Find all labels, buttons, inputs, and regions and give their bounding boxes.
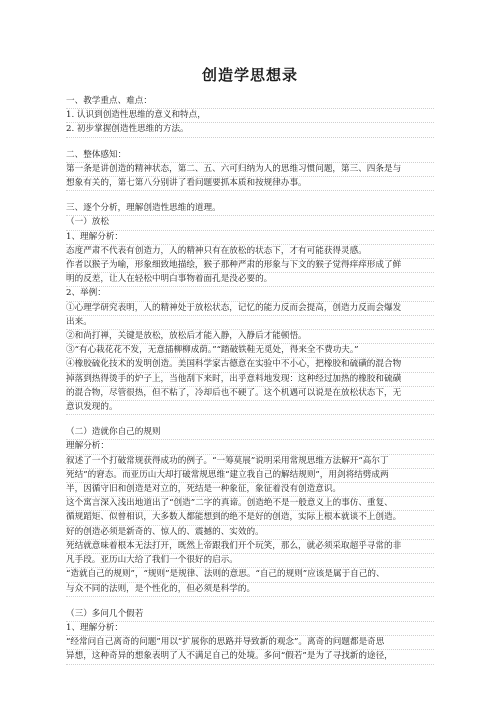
text-line: 明的反差，让人在轻松中明白事物着面孔是没必要的。 [66, 273, 434, 287]
text-line: 掉落到热得烫手的炉子上，当他刮下来时，出乎意料地发现：这种经过加热的橡胶和硫磺 [66, 373, 434, 387]
text-line: （三）多问几个假若 [66, 608, 434, 622]
text-line: 二、整体感知： [66, 149, 434, 163]
paragraph-spacer [66, 415, 434, 426]
text-line: 想象有关的，第七第八分别讲了看问题要抓本质和按规律办事。 [66, 177, 434, 191]
text-line: ③“有心栽花花不发，无意插柳柳成荫。”“踏破铁鞋无觅处，得来全不费功夫。” [66, 344, 434, 358]
text-line: 的混合物，尽管很热，但不粘了，冷却后也不硬了。这个机遇可以说是在放松状态下，无 [66, 387, 434, 401]
text-line: 1、理解分析： [66, 622, 434, 636]
document-body [66, 95, 434, 665]
text-line: 循规蹈矩、似曾相识，大多数人都能想到的绝不是好的创造，实际上根本就谈不上创造。 [66, 511, 434, 525]
text-line: 死结就意味着根本无法打开，既然上帝跟我们开个玩笑，那么，就必须采取超乎寻常的非 [66, 540, 434, 554]
text-line: 一、教学重点、难点： [66, 95, 434, 109]
text-line: 这个寓言深入浅出地道出了“创造”二字的真谛。创造绝不是一般意义上的事仿、重复、 [66, 497, 434, 511]
page-title: 创造学思想录 [201, 66, 298, 84]
text-line: 2. 初步掌握创造性思维的方法。 [66, 123, 434, 137]
text-line: ④橡胶硫化技术的发明创造。美国科学家古德意在实验中不小心，把橡胶和硫磺的混合物 [66, 358, 434, 372]
text-line: 2、举例： [66, 287, 434, 301]
text-line: 意识发现的。 [66, 401, 434, 415]
paragraph-spacer [66, 138, 434, 149]
text-line: 出来。 [66, 316, 434, 330]
text-line: “造就自己的规则”，“规则”是规律、法则的意思。“自己的规则”应该是属于自己的、 [66, 568, 434, 582]
text-line: 好的创造必须是新奇的、惊人的、震撼的、实效的。 [66, 526, 434, 540]
text-line: 异想，这种奇异的想象表明了人不满足自己的处境。多问“假若”是为了寻找新的途径， [66, 650, 434, 664]
text-line: “经常问自己离奇的问题”用以“扩展你的思路并导致新的观念”。离奇的问题都是奇思 [66, 636, 434, 650]
text-line: ①心理学研究表明，人的精神处于放松状态，记忆的能力反而会提高，创造力反而会爆发 [66, 302, 434, 316]
text-line: 第一条是讲创造的精神状态，第二、五、六可归纳为人的思维习惯问题，第三、四条是与 [66, 163, 434, 177]
text-line: 死结”的窘态。而亚历山大却打破常规思维“建立我自己的解结规则”，用剑将结劈成两 [66, 469, 434, 483]
text-line: （二）造就你自己的规则 [66, 426, 434, 440]
text-line: 半，因循守旧和创造是对立的，死结是一种象征，象征着没有创造意识。 [66, 483, 434, 497]
paragraph-spacer [66, 597, 434, 608]
text-line: 作者以猴子为喻，形象细致地描绘，猴子那种严肃的形象与下文的猴子觉得痒痒形成了鲜 [66, 259, 434, 273]
text-line: 三、逐个分析，理解创造性思维的道理。 [66, 202, 434, 216]
text-line: 凡手段。亚历山大给了我们一个很好的启示。 [66, 554, 434, 568]
text-line: 态度严肃不代表有创造力，人的精神只有在放松的状态下，才有可能获得灵感。 [66, 245, 434, 259]
text-line: 与众不同的法则，是个性化的，但必须是科学的。 [66, 583, 434, 597]
text-line: 1. 认识到创造性思维的意义和特点， [66, 109, 434, 123]
text-line: 叙述了一个打破常规获得成功的例子。“一筹莫展”说明采用常规思维方法解开“高尔丁 [66, 455, 434, 469]
text-line: ②和尚打禅，关键是放松，放松后才能入静，入静后才能顿悟。 [66, 330, 434, 344]
text-line: （一）放松 [66, 216, 434, 230]
text-line: 理解分析： [66, 440, 434, 454]
text-line: 1、理解分析： [66, 231, 434, 245]
paragraph-spacer [66, 191, 434, 202]
